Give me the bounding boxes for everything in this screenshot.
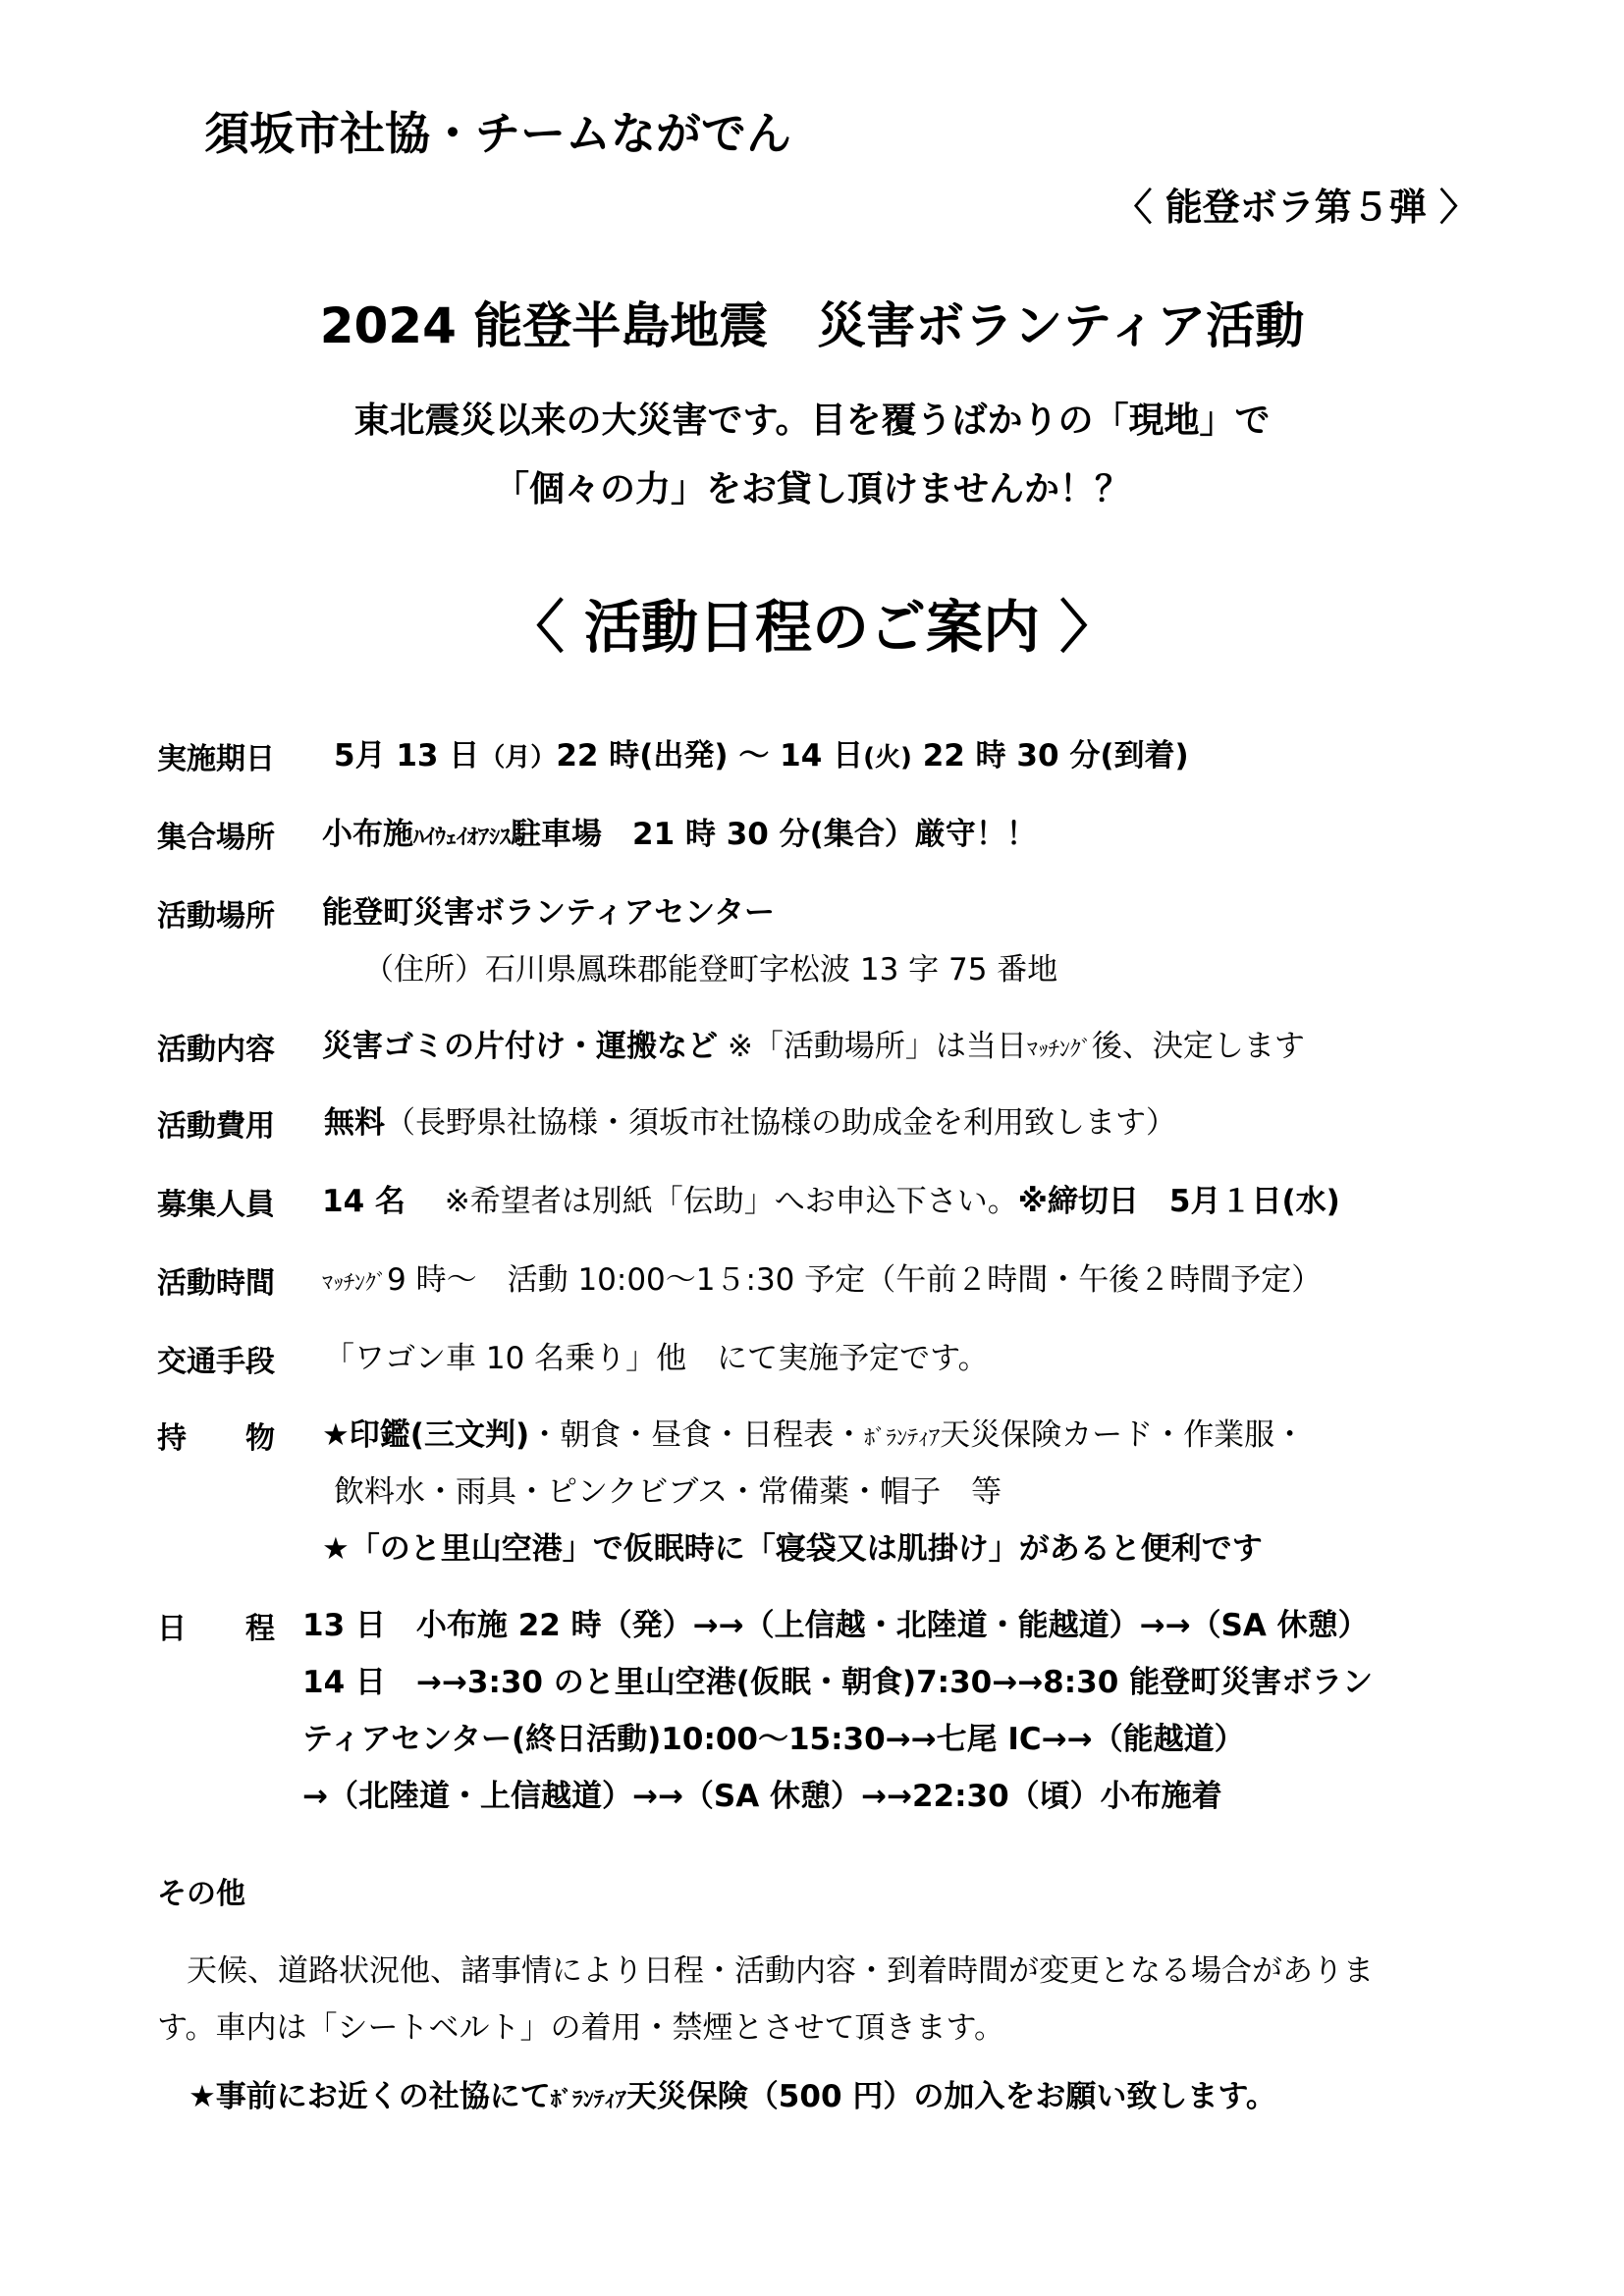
recruit-note: ※希望者は別紙「伝助」へお申込下さい。: [444, 1184, 1018, 1219]
content-note-b: ﾏｯﾁﾝｸﾞ: [1026, 1038, 1092, 1062]
time-matching: ﾏｯﾁﾝｸﾞ: [322, 1271, 388, 1296]
page-title: 2024 能登半島地震 災害ボランティア活動: [319, 297, 1305, 354]
date-start: 5月 13 日: [334, 738, 480, 774]
meeting-place-a: 小布施: [322, 817, 413, 852]
insurance-notice: [189, 2071, 1276, 2115]
insurance-notice-b: ﾎﾞﾗﾝﾃｨｱ: [550, 2088, 626, 2112]
recruit-label: 募集人員: [157, 1188, 275, 1222]
itinerary-label: 日 程: [157, 1612, 275, 1646]
cost-value-row: [324, 1097, 1176, 1142]
schedule-title: 〈 活動日程のご案内 〉: [507, 594, 1117, 661]
insurance-notice-a: ★事前にお近くの社協にて: [189, 2079, 551, 2114]
subtitle-line-2: 「個々の力」をお貸し頂けませんか！？: [493, 469, 1130, 509]
other-heading: その他: [157, 1877, 245, 1911]
belongings-items-c: 天災保険カード・作業服・: [940, 1417, 1306, 1453]
location-label: 活動場所: [157, 899, 275, 934]
content-label: 活動内容: [157, 1033, 275, 1067]
itinerary-line-1: 13 日 小布施 22 時（発）→→（上信越・北陸道・能越道）→→（SA 休憩）: [302, 1608, 1369, 1643]
belongings-seal: ★印鑑(三文判): [322, 1417, 530, 1453]
transport-value: 「ワゴン車 10 名乗り」他 にて実施予定です。: [324, 1341, 989, 1376]
location-value: 能登町災害ボランティアセンター: [322, 895, 775, 931]
cost-note: （長野県社協様・須坂市社協様の助成金を利用致します）: [385, 1105, 1176, 1141]
meeting-label: 集合場所: [157, 821, 275, 855]
date-end-day: (火): [863, 743, 912, 773]
date-label: 実施期日: [157, 742, 275, 776]
time-value: 9 時～ 活動 10:00～1５:30 予定（午前２時間・午後２時間予定）: [387, 1262, 1323, 1298]
time-value-row: [322, 1255, 1322, 1299]
belongings-items-b: ﾎﾞﾗﾝﾃｨｱ: [864, 1426, 941, 1451]
date-start-day: （月）: [479, 743, 557, 773]
belongings-line-2: 飲料水・雨具・ピンクビブス・常備薬・帽子 等: [334, 1474, 1002, 1510]
insurance-notice-c: 天災保険（500 円）の加入をお願い致します。: [625, 2079, 1276, 2114]
date-value: [334, 730, 1189, 774]
other-line-1: 天候、道路状況他、諸事情により日程・活動内容・到着時間が変更となる場合がありま: [187, 1953, 1374, 1989]
itinerary-line-2: 14 日 →→3:30 のと里山空港(仮眠・朝食)7:30→→8:30 能登町災害ボラン: [302, 1665, 1374, 1700]
date-mid: 22 時(出発) ～ 14 日: [556, 738, 864, 774]
cost-value: 無料: [324, 1105, 385, 1141]
recruit-deadline: ※締切日 5月１日(水): [1017, 1184, 1340, 1219]
meeting-place-b: ﾊｲｳｪｲｵｱｼｽ: [413, 826, 512, 850]
itinerary-line-3: ティアセンター(終日活動)10:00～15:30→→七尾 IC→→（能越道）: [302, 1722, 1245, 1757]
location-address: （住所）石川県鳳珠郡能登町字松波 13 字 75 番地: [363, 952, 1058, 988]
recruit-count: 14 名: [322, 1184, 406, 1219]
content-value-row: [322, 1021, 1305, 1065]
content-note-a: ※「活動場所」は当日: [727, 1029, 1027, 1064]
meeting-place-c: 駐車場 21 時 30 分(集合）厳守！！: [511, 817, 1037, 852]
cost-label: 活動費用: [157, 1109, 275, 1144]
transport-label: 交通手段: [157, 1345, 275, 1379]
date-arrival: 22 時 30 分(到着): [922, 738, 1189, 774]
belongings-items-a: ・朝食・昼食・日程表・: [529, 1417, 865, 1453]
series-label: 〈 能登ボラ第５弾 〉: [1114, 186, 1477, 229]
belongings-line-3: ★「のと里山空港」で仮眠時に「寝袋又は肌掛け」があると便利です: [322, 1531, 1263, 1567]
content-value: 災害ゴミの片付け・運搬など: [322, 1029, 718, 1064]
organization-name: 須坂市社協・チームながでん: [204, 107, 791, 160]
other-line-2: す。車内は「シートベルト」の着用・禁煙とさせて頂きます。: [157, 2010, 1005, 2046]
subtitle-line-1: 東北震災以来の大災害です。目を覆うばかりの「現地」で: [353, 400, 1271, 441]
itinerary-line-4: →（北陸道・上信越道）→→（SA 休憩）→→22:30（頃）小布施着: [302, 1779, 1222, 1814]
time-label: 活動時間: [157, 1266, 275, 1301]
belongings-line-1: [322, 1410, 1305, 1454]
belongings-label: 持 物: [157, 1421, 275, 1456]
content-note-c: 後、決定します: [1091, 1029, 1305, 1064]
meeting-value: [322, 809, 1037, 853]
recruit-value-row: [322, 1176, 1340, 1220]
